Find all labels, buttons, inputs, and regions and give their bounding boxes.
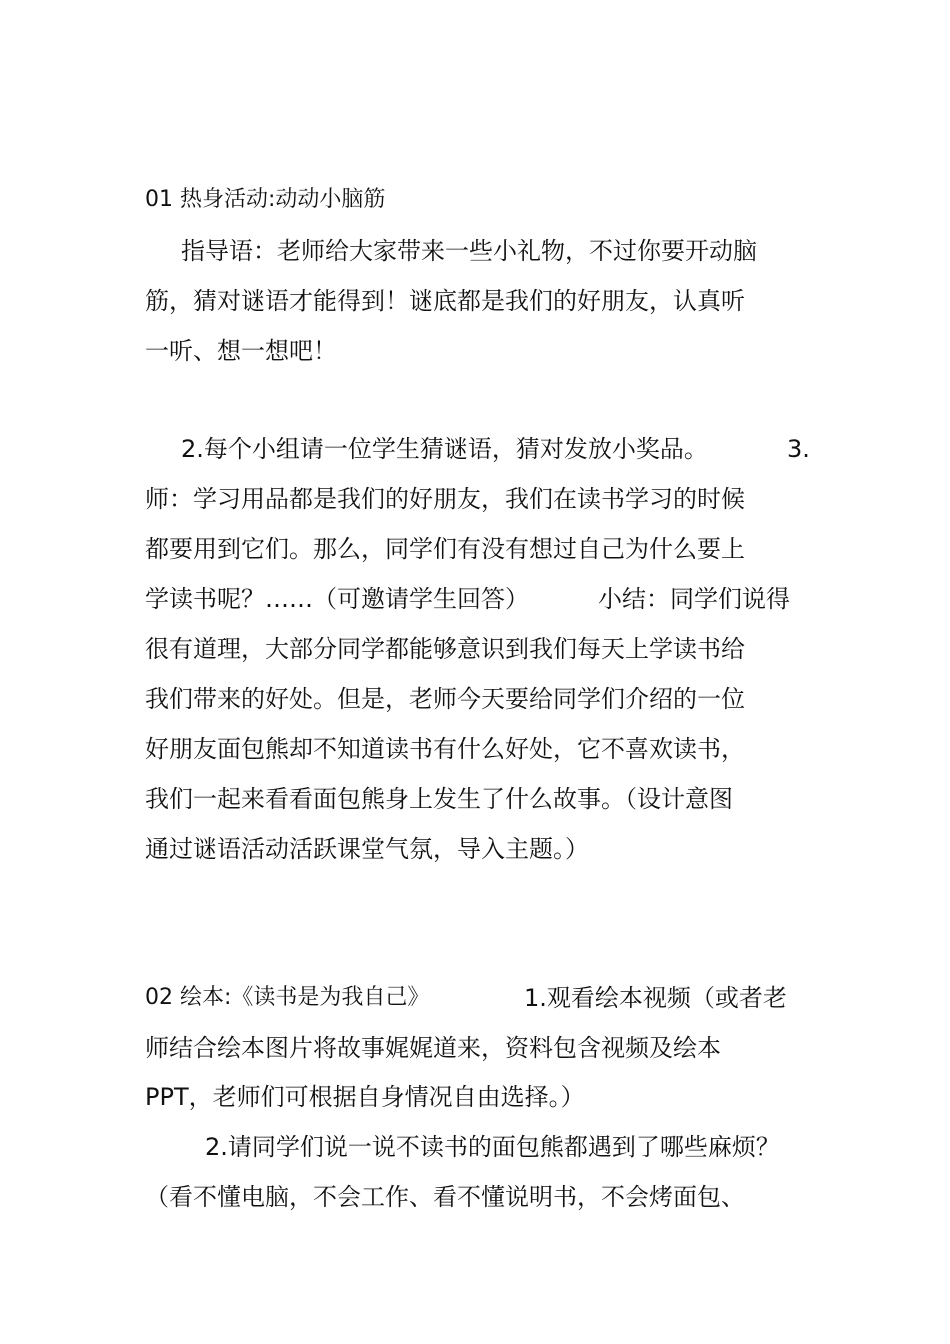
section1-intro-line-3: 一听、想一想吧！ bbox=[145, 337, 337, 365]
section1-body-line-2: 都要用到它们。那么，同学们有没有想过自己为什么要上 bbox=[145, 535, 745, 563]
section2-step1-start: 1.观看绘本视频（或者老 bbox=[524, 984, 787, 1012]
section1-line-a-right: 小结：同学们说得 bbox=[598, 585, 790, 613]
section1-summary-line-2: 我们带来的好处。但是，老师今天要给同学们介绍的一位 bbox=[145, 685, 745, 713]
section1-summary-line-4: 我们一起来看看面包熊身上发生了什么故事。（设计意图 bbox=[145, 785, 733, 813]
section1-body-line-1: 师：学习用品都是我们的好朋友，我们在读书学习的时候 bbox=[145, 485, 745, 513]
section1-step2: 2.每个小组请一位学生猜谜语，猜对发放小奖品。 bbox=[181, 435, 708, 463]
section2-body-line-2: PPT，老师们可根据自身情况自由选择。） bbox=[145, 1083, 585, 1111]
section2-step2-continuation: （看不懂电脑，不会工作、看不懂说明书，不会烤面包、 bbox=[145, 1183, 745, 1211]
section1-intro-line-2: 筋，猜对谜语才能得到！谜底都是我们的好朋友，认真听 bbox=[145, 287, 745, 315]
section1-intro-line-1: 指导语：老师给大家带来一些小礼物，不过你要开动脑 bbox=[181, 237, 757, 265]
section2-step2: 2.请同学们说一说不读书的面包熊都遇到了哪些麻烦？ bbox=[205, 1133, 780, 1161]
section2-body-line-1: 师结合绘本图片将故事娓娓道来，资料包含视频及绘本 bbox=[145, 1034, 721, 1062]
section1-summary-line-3: 好朋友面包熊却不知道读书有什么好处，它不喜欢读书， bbox=[145, 735, 745, 763]
section2-heading: 02 绘本:《读书是为我自己》 bbox=[145, 985, 430, 1010]
section1-step3-number: 3. bbox=[787, 435, 810, 463]
section1-heading: 01 热身活动:动动小脑筋 bbox=[145, 187, 386, 212]
section1-summary-line-1: 很有道理，大部分同学都能够意识到我们每天上学读书给 bbox=[145, 635, 745, 663]
section1-summary-line-5: 通过谜语活动活跃课堂气氛，导入主题。） bbox=[145, 835, 589, 863]
section1-line-a-left: 学读书呢？……（可邀请学生回答） bbox=[145, 585, 529, 613]
